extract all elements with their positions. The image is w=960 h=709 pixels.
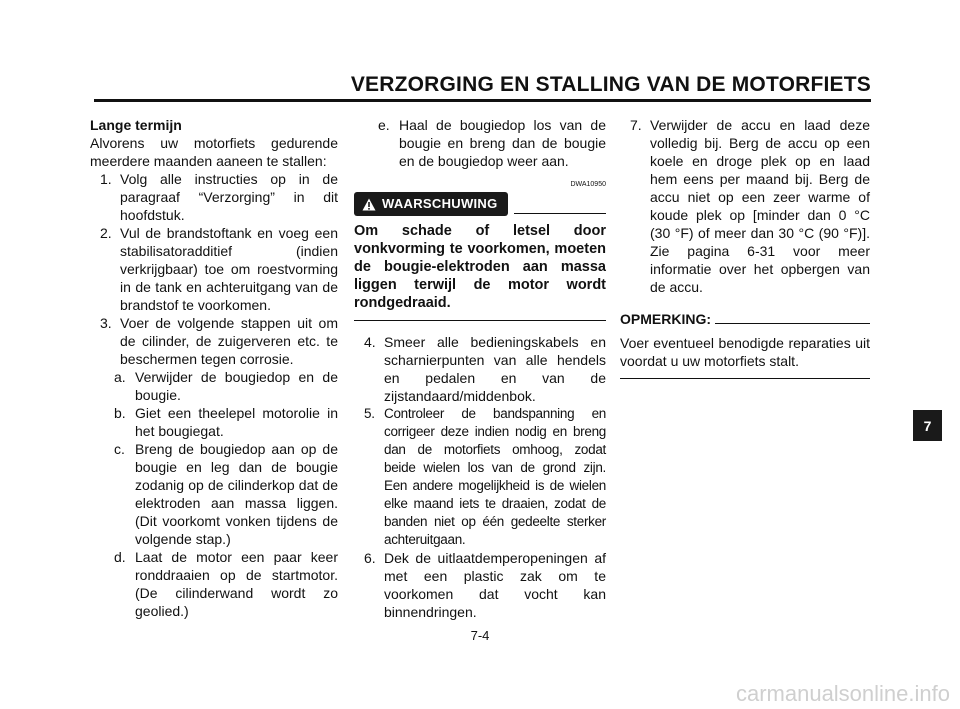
section-heading: Lange termijn: [90, 117, 182, 133]
list-number: 5.: [364, 406, 375, 421]
note-end-rule: [620, 378, 870, 379]
list-text: Volg alle instructies op in de paragraaf “Verzorging” in dit hoofdstuk.: [120, 171, 338, 223]
list-item: [354, 549, 606, 621]
warning-label: WAARSCHUWING: [382, 196, 498, 211]
list-item: [620, 116, 870, 296]
sub-list-letter: b.: [114, 405, 126, 421]
warning-code: DWA10950: [570, 181, 606, 188]
watermark: carmanualsonline.info: [735, 681, 950, 706]
list-number: 1.: [100, 171, 112, 187]
warning-end-rule: [354, 320, 606, 321]
sub-list-text: Verwijder de bougiedop en de bougie.: [135, 369, 338, 403]
sub-list-letter: e.: [378, 117, 390, 133]
note-header: [620, 310, 870, 328]
column-right: [620, 116, 870, 379]
sub-list-item: [354, 116, 606, 170]
list-item: [354, 405, 606, 549]
warning-badge: [354, 192, 508, 216]
list-item: [90, 170, 338, 224]
list-text: Vul de brandstoftank en voeg een stabilisatoradditief (indien verkrijgbaar) toe om roestvorming in de tank en achteruitgang van de brandstof te voorkomen.: [120, 225, 338, 313]
intro-paragraph: Alvorens uw motorfiets gedurende meerdere maanden aaneen te stallen:: [90, 135, 338, 169]
sub-list-letter: c.: [114, 441, 125, 457]
list-number: 2.: [100, 225, 112, 241]
sub-list-item: [90, 548, 338, 620]
sub-list-letter: d.: [114, 549, 126, 565]
chapter-tab: 7: [913, 410, 942, 441]
sub-list-text: Laat de motor een paar keer ronddraaien op de startmotor. (De cilinderwand wordt zo geolied.): [135, 549, 338, 619]
list-number: 7.: [630, 117, 642, 133]
note-label: OPMERKING:: [620, 311, 711, 327]
list-number: 4.: [364, 334, 376, 350]
list-item: [90, 224, 338, 314]
list-number: 3.: [100, 315, 112, 331]
sub-list-letter: a.: [114, 369, 126, 385]
warning-triangle-icon: [362, 198, 376, 211]
list-text: Dek de uitlaatdemperopeningen af met een plastic zak om te voorkomen dat vocht kan binnendringen.: [384, 550, 606, 620]
sub-list-item: [90, 368, 338, 404]
column-middle: [354, 116, 606, 621]
list-text: Controleer de bandspanning en corrigeer deze indien nodig en breng dan de motorfiets omhoog, zodat beide wielen los van de grond zijn. Een andere mogelijkheid is de wielen elke maand iets te draaien, zodat de banden niet op één gedeelte sterker achteruitgaan.: [384, 406, 606, 547]
list-text: Verwijder de accu en laad deze volledig bij. Berg de accu op een koele en droge plek op en laad hem eens per maand bij. Berg de accu niet op een zeer warme of koude plek op [minder dan 0 °C (30 °F) of meer dan 30 °C (90 °F)]. Zie pagina 6-31 voor meer informatie over het opbergen van de accu.: [650, 117, 870, 295]
sub-list-text: Breng de bougiedop aan op de bougie en leg dan de bougie zodanig op de cilinderkop dat de elektroden aan massa liggen. (Dit voorkomt vonken tijdens de volgende stap.): [135, 441, 338, 547]
sub-list-item: [90, 404, 338, 440]
warning-rule: [514, 213, 606, 214]
note-text: Voer eventueel benodigde reparaties uit voordat u uw motorfiets stalt.: [620, 335, 870, 369]
sub-list-text: Haal de bougiedop los van de bougie en breng dan de bougie en de bougiedop weer aan.: [399, 117, 606, 169]
header-rule: [94, 99, 871, 102]
list-item: [90, 314, 338, 368]
page-title: VERZORGING EN STALLING VAN DE MOTORFIETS: [350, 73, 871, 96]
list-number: 6.: [364, 550, 376, 566]
page-number: 7-4: [470, 628, 490, 643]
column-left: [90, 116, 338, 620]
warning-header: [354, 192, 606, 216]
note-rule: [715, 323, 870, 324]
list-item: [354, 333, 606, 405]
list-text: Voer de volgende stappen uit om de cilinder, de zuigerveren etc. te beschermen tegen corrosie.: [120, 315, 338, 367]
list-text: Smeer alle bedieningskabels en scharnierpunten van alle hendels en pedalen en van de zijstandaard/middenbok.: [384, 334, 606, 404]
sub-list-item: [90, 440, 338, 548]
sub-list-text: Giet een theelepel motorolie in het bougiegat.: [135, 405, 338, 439]
warning-text: Om schade of letsel door vonkvorming te voorkomen, moeten de bougie-elektroden aan massa liggen terwijl de motor wordt rondgedraaid.: [354, 223, 606, 311]
